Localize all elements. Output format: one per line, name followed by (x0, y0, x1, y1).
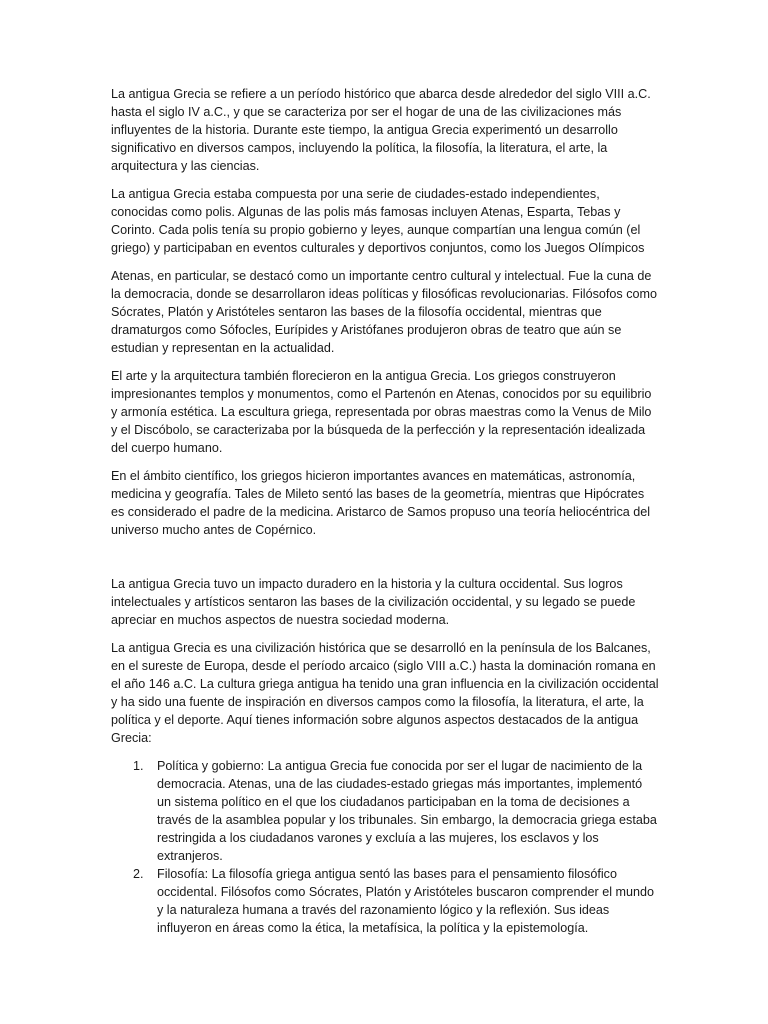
paragraph: La antigua Grecia tuvo un impacto duradero en la historia y la cultura occidental. Sus logros intelectuales y artísticos sentaron las bases de la civilización occidental, y su legado se puede apreciar en muchos aspectos de nuestra sociedad moderna. (111, 577, 636, 627)
list-item (133, 865, 659, 937)
paragraph: La antigua Grecia se refiere a un período histórico que abarca desde alrededor del siglo VIII a.C. hasta el siglo IV a.C., y que se caracteriza por ser el hogar de una de las civilizaciones más influyentes de la historia. Durante este tiempo, la antigua Grecia experimentó un desarrollo significativo en diversos campos, incluyendo la política, la filosofía, la literatura, el arte, la arquitectura y las ciencias. (111, 87, 651, 173)
paragraph: La antigua Grecia es una civilización histórica que se desarrolló en la península de los Balcanes, en el sureste de Europa, desde el período arcaico (siglo VIII a.C.) hasta la dominación romana en el año 146 a.C. La cultura griega antigua ha tenido una gran influencia en la civilización occidental y ha sido una fuente de inspiración en diversos campos como la filosofía, la literatura, el arte, la política y el deporte. Aquí tienes información sobre algunos aspectos destacados de la antigua Grecia: (111, 641, 659, 745)
list-item-text: Política y gobierno: La antigua Grecia fue conocida por ser el lugar de nacimiento de la democracia. Atenas, una de las ciudades-estado griegas más importantes, implementó un sistema político en el que los ciudadanos participaban en la toma de decisiones a través de la asamblea popular y los tribunales. Sin embargo, la democracia griega estaba restringida a los ciudadanos varones y excluía a las mujeres, los esclavos y los extranjeros. (157, 759, 657, 863)
paragraph: La antigua Grecia estaba compuesta por una serie de ciudades-estado independientes, conocidas como polis. Algunas de las polis más famosas incluyen Atenas, Esparta, Tebas y Corinto. Cada polis tenía su propio gobierno y leyes, aunque compartían una lengua común (el griego) y participaban en eventos culturales y deportivos conjuntos, como los Juegos Olímpicos (111, 187, 645, 255)
list-number: 2. (133, 867, 144, 881)
document-page (111, 85, 659, 937)
list-number: 1. (133, 759, 144, 773)
blank-line (111, 549, 659, 575)
numbered-list (111, 757, 659, 937)
list-item-text: Filosofía: La filosofía griega antigua sentó las bases para el pensamiento filosófico occidental. Filósofos como Sócrates, Platón y Aristóteles buscaron comprender el mundo y la naturaleza humana a través del razonamiento lógico y la reflexión. Sus ideas influyeron en áreas como la ética, la metafísica, la política y la epistemología. (157, 867, 655, 935)
list-item (133, 757, 659, 865)
paragraph: En el ámbito científico, los griegos hicieron importantes avances en matemáticas, astronomía, medicina y geografía. Tales de Mileto sentó las bases de la geometría, mientras que Hipócrates es considerado el padre de la medicina. Aristarco de Samos propuso una teoría heliocéntrica del universo mucho antes de Copérnico. (111, 469, 651, 537)
paragraph: El arte y la arquitectura también florecieron en la antigua Grecia. Los griegos construyeron impresionantes templos y monumentos, como el Partenón en Atenas, conocidos por su equilibrio y armonía estética. La escultura griega, representada por obras maestras como la Venus de Milo y el Discóbolo, se caracterizaba por la búsqueda de la perfección y la representación idealizada del cuerpo humano. (111, 369, 652, 455)
paragraph: Atenas, en particular, se destacó como un importante centro cultural y intelectual. Fue la cuna de la democracia, donde se desarrollaron ideas políticas y filosóficas revolucionarias. Filósofos como Sócrates, Platón y Aristóteles sentaron las bases de la filosofía occidental, mientras que dramaturgos como Sófocles, Eurípides y Aristófanes produjeron obras de teatro que aún se estudian y representan en la actualidad. (111, 269, 657, 355)
